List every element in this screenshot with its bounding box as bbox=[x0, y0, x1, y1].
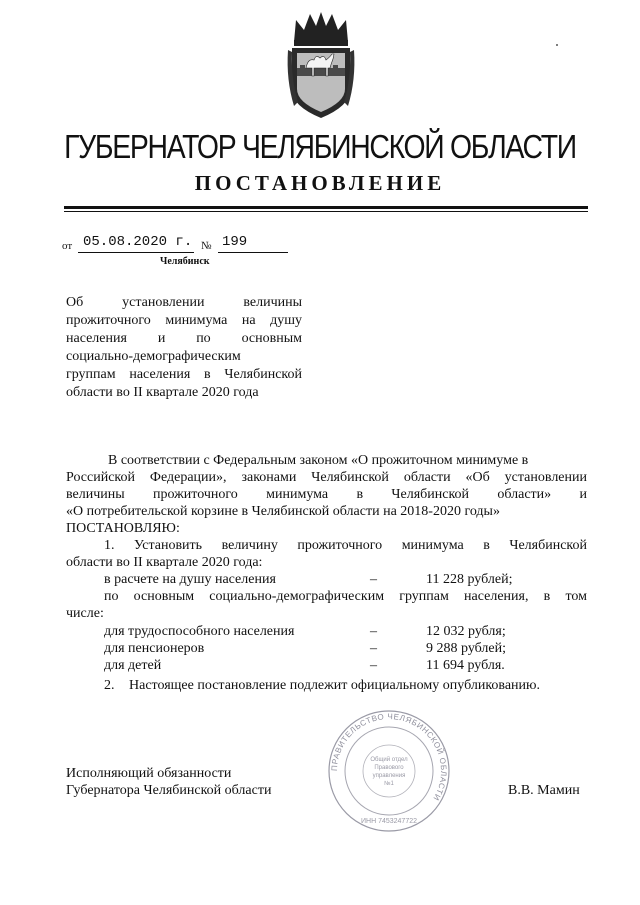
org-title: ГУБЕРНАТОР ЧЕЛЯБИНСКОЙ ОБЛАСТИ bbox=[64, 128, 576, 165]
subject-line: Об установлении величины bbox=[66, 295, 302, 310]
document-type: ПОСТАНОВЛЕНИЕ bbox=[194, 171, 446, 195]
date-underline bbox=[78, 252, 194, 253]
row-dash: – bbox=[370, 572, 377, 587]
row-label: для пенсионеров bbox=[104, 641, 205, 656]
document-date: 05.08.2020 г. bbox=[83, 234, 193, 250]
stamp-inner-line: управления bbox=[372, 773, 406, 779]
subject-line: области во II квартале 2020 года bbox=[66, 385, 259, 400]
signer-name: В.В. Мамин bbox=[508, 783, 580, 798]
row-label: для трудоспособного населения bbox=[104, 624, 295, 639]
number-prefix: № bbox=[201, 240, 212, 252]
header-rule-thick bbox=[64, 206, 588, 209]
official-stamp-icon bbox=[321, 707, 457, 835]
row-dash: – bbox=[370, 658, 377, 673]
stamp-outer-text: ПРАВИТЕЛЬСТВО ЧЕЛЯБИНСКОЙ ОБЛАСТИ bbox=[329, 711, 449, 803]
scan-speck bbox=[556, 44, 558, 46]
item-number: 1. bbox=[104, 538, 115, 553]
stamp-inner-line: №1 bbox=[384, 781, 394, 787]
row-value: 11 228 рублей; bbox=[426, 572, 513, 587]
signer-position: Губернатора Челябинской области bbox=[66, 783, 272, 798]
city: Челябинск bbox=[160, 256, 210, 267]
subject-line: населения и по основным bbox=[66, 331, 302, 346]
row-value: 9 288 рублей; bbox=[426, 641, 506, 656]
subject-line: группам населения в Челябинской bbox=[66, 367, 302, 382]
preamble-line: «О потребительской корзине в Челябинской области на 2018-2020 годы» bbox=[66, 504, 500, 519]
document-number: 199 bbox=[222, 234, 248, 250]
date-prefix: от bbox=[62, 240, 73, 252]
preamble-line: Российской Федерации», законами Челябинской области «Об установлении bbox=[66, 470, 587, 485]
item-text: области во II квартале 2020 года: bbox=[66, 555, 263, 570]
row-value: 11 694 рубля. bbox=[426, 658, 505, 673]
row-label: для детей bbox=[104, 658, 162, 673]
stamp-inner-line: Общий отдел bbox=[370, 757, 408, 763]
item-text: Установить величину прожиточного минимума в Челябинской bbox=[134, 538, 587, 553]
groups-text: по основным социально-демографическим группам населения, в том bbox=[104, 589, 587, 604]
signer-position: Исполняющий обязанности bbox=[66, 766, 232, 781]
row-value: 12 032 рубля; bbox=[426, 624, 506, 639]
preamble-line: В соответствии с Федеральным законом «О прожиточном минимуме в bbox=[108, 453, 529, 468]
row-dash: – bbox=[370, 641, 377, 656]
header-rule-thin bbox=[64, 211, 588, 212]
decree-word: ПОСТАНОВЛЯЮ: bbox=[66, 521, 180, 536]
item-number: 2. bbox=[104, 678, 115, 693]
chelyabinsk-coat-of-arms-icon bbox=[286, 10, 356, 122]
subject-line: социально-демографическим bbox=[66, 349, 241, 364]
row-label: в расчете на душу населения bbox=[104, 572, 276, 587]
number-underline bbox=[218, 252, 288, 253]
stamp-inner-line: Правового bbox=[374, 765, 404, 771]
item-text: Настоящее постановление подлежит официальному опубликованию. bbox=[129, 678, 540, 693]
subject-line: прожиточного минимума на душу bbox=[66, 313, 302, 328]
groups-text: числе: bbox=[66, 606, 104, 621]
document-subject bbox=[66, 294, 302, 402]
stamp-inn: ИНН 7453247722 bbox=[360, 818, 418, 825]
row-dash: – bbox=[370, 624, 377, 639]
preamble-line: величины прожиточного минимума в Челябинской области» и bbox=[66, 487, 587, 502]
